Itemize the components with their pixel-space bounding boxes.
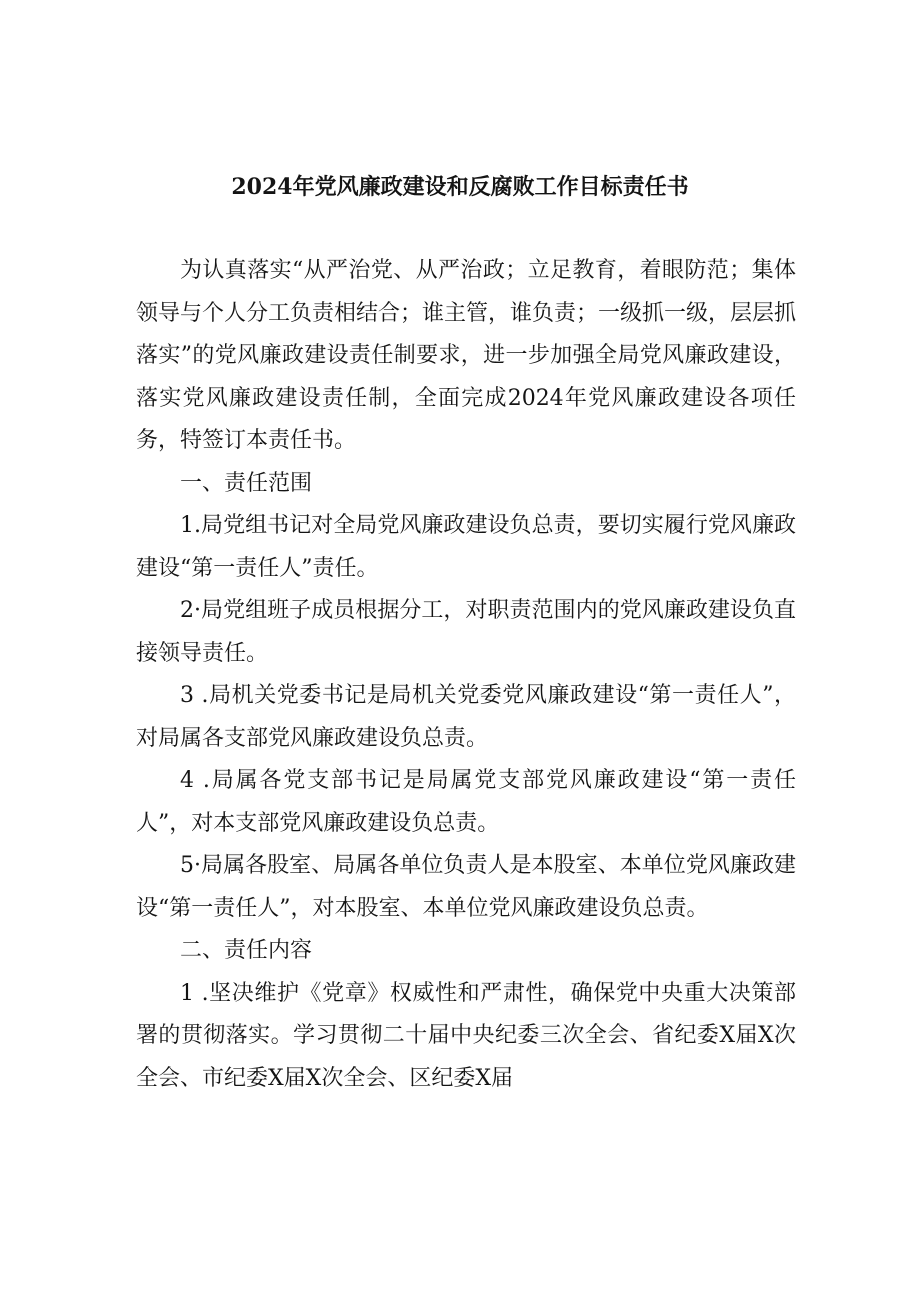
scope-item-3: 3 .局机关党委书记是局机关党委党风廉政建设“第一责任人”，对局属各支部党风廉政建设负总责。	[136, 683, 796, 751]
scope-item-4: 4 .局属各党支部书记是局属党支部党风廉政建设“第一责任人”，对本支部党风廉政建设负总责。	[136, 768, 796, 836]
document-title: 2024年党风廉政建设和反腐败工作目标责任书	[231, 174, 689, 200]
scope-item-5: 5·局属各股室、局属各单位负责人是本股室、本单位党风廉政建设“第一责任人”，对本股室、本单位党风廉政建设负总责。	[136, 853, 796, 921]
content-item-1: 1 .坚决维护《党章》权威性和严肃性，确保党中央重大决策部署的贯彻落实。学习贯彻二十届中央纪委三次全会、省纪委X届X次全会、市纪委X届X次全会、区纪委X届	[136, 980, 796, 1091]
intro-paragraph: 为认真落实“从严治党、从严治政；立足教育，着眼防范；集体领导与个人分工负责相结合；谁主管，谁负责；一级抓一级，层层抓落实”的党风廉政建设责任制要求，进一步加强全局党风廉政建设，落实党风廉政建设责任制，全面完成2024年党风廉政建设各项任务，特签订本责任书。	[136, 258, 797, 453]
document-body	[136, 250, 796, 1100]
scope-item-2: 2·局党组班子成员根据分工，对职责范围内的党风廉政建设负直接领导责任。	[136, 598, 796, 666]
section-heading-content: 二、责任内容	[180, 938, 313, 963]
scope-item-1: 1.局党组书记对全局党风廉政建设负总责，要切实履行党风廉政建设“第一责任人”责任。	[136, 513, 796, 581]
section-heading-scope: 一、责任范围	[180, 470, 313, 496]
